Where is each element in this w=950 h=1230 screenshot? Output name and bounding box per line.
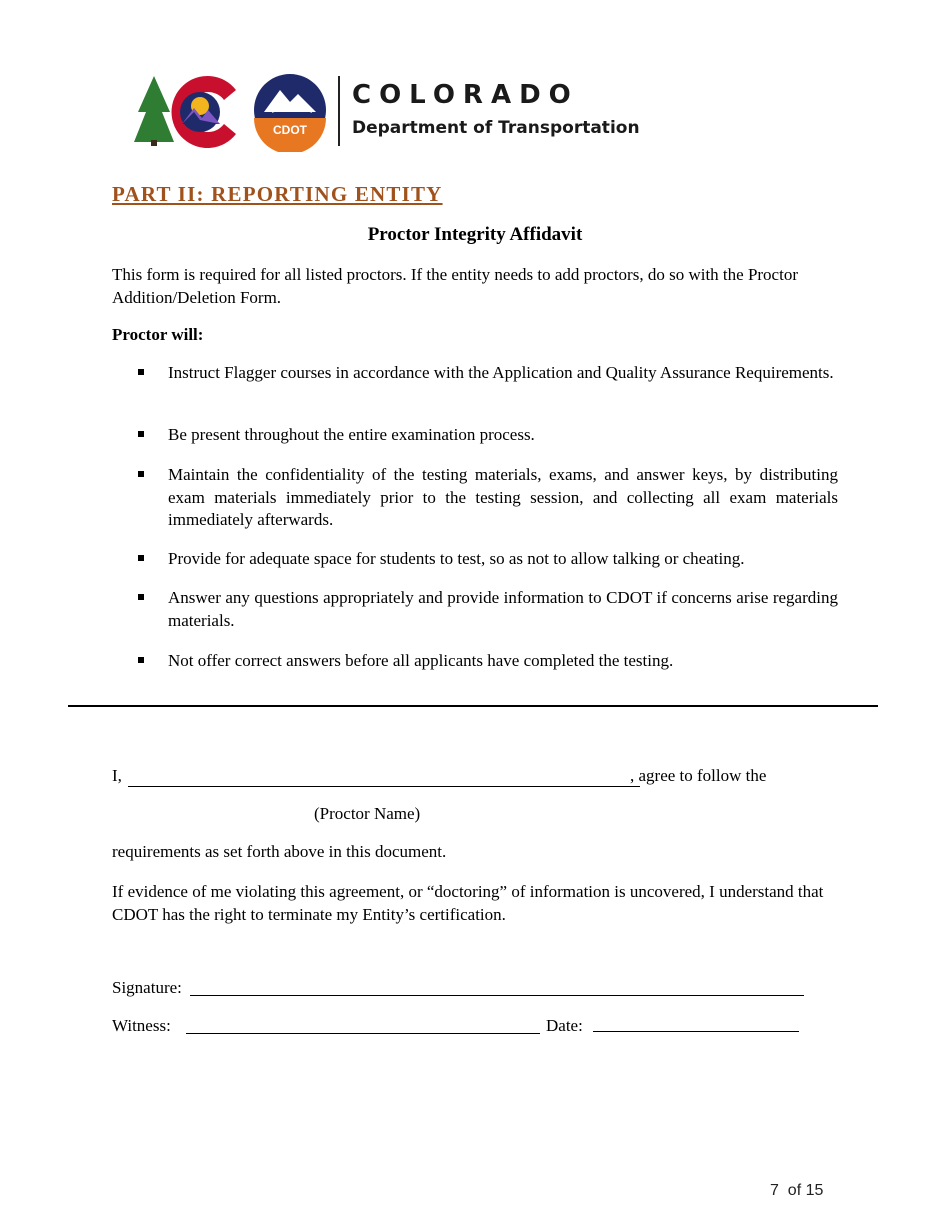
part-title: PART II: REPORTING ENTITY — [112, 182, 443, 206]
list-item: Answer any questions appropriately and provide information to CDOT if concerns arise regarding materials. — [138, 587, 838, 632]
bullet-icon — [138, 369, 144, 375]
signature-label: Signature: — [112, 978, 182, 997]
logo-divider — [338, 76, 340, 146]
total-pages: of 15 — [787, 1182, 824, 1199]
proctor-name-caption: (Proctor Name) — [314, 804, 421, 823]
bullet-icon — [138, 657, 144, 663]
dept-name: Department of Transportation — [352, 118, 640, 138]
bullet-icon — [138, 471, 144, 477]
svg-text:CDOT: CDOT — [273, 123, 307, 137]
agreement-suffix: , agree to follow the — [630, 766, 767, 785]
list-item: Instruct Flagger courses in accordance with the Application and Quality Assurance Requirements. — [138, 362, 838, 385]
org-name: COLORADO — [352, 80, 579, 110]
evidence-paragraph: If evidence of me violating this agreement, or “doctoring” of information is uncovered, I understand that CDOT has the right to terminate my Entity’s certification. — [112, 882, 824, 924]
date-label: Date: — [546, 1016, 583, 1035]
bullet-icon — [138, 594, 144, 600]
current-page: 7 — [770, 1182, 779, 1199]
bullet-icon — [138, 555, 144, 561]
section-divider — [68, 705, 878, 707]
list-item: Not offer correct answers before all applicants have completed the testing. — [138, 650, 838, 673]
agreement-continuation: requirements as set forth above in this document. — [112, 842, 447, 861]
list-item: Be present throughout the entire examination process. — [138, 424, 838, 447]
page-number — [770, 1182, 823, 1200]
colorado-c-mountain-emblem — [132, 72, 342, 152]
agreement-prefix: I, — [112, 766, 122, 785]
date-field[interactable] — [593, 1031, 799, 1032]
witness-field[interactable] — [186, 1033, 540, 1034]
list-item: Provide for adequate space for students to test, so as not to allow talking or cheating. — [138, 548, 838, 571]
proctor-heading: Proctor will: — [112, 325, 204, 344]
signature-field[interactable] — [190, 995, 804, 996]
pine-tree-icon — [134, 76, 174, 142]
intro-paragraph: This form is required for all listed proctors. If the entity needs to add proctors, do so with the Proctor Addition/Deletion Form. — [112, 265, 798, 307]
form-title: Proctor Integrity Affidavit — [367, 224, 583, 245]
witness-label: Witness: — [112, 1016, 171, 1035]
proctor-name-field[interactable] — [128, 786, 640, 787]
bullet-icon — [138, 431, 144, 437]
list-item: Maintain the confidentiality of the testing materials, exams, and answer keys, by distributing exam materials immediately prior to the testing session, and collecting all exam materials immediately afterwards. — [138, 464, 838, 532]
